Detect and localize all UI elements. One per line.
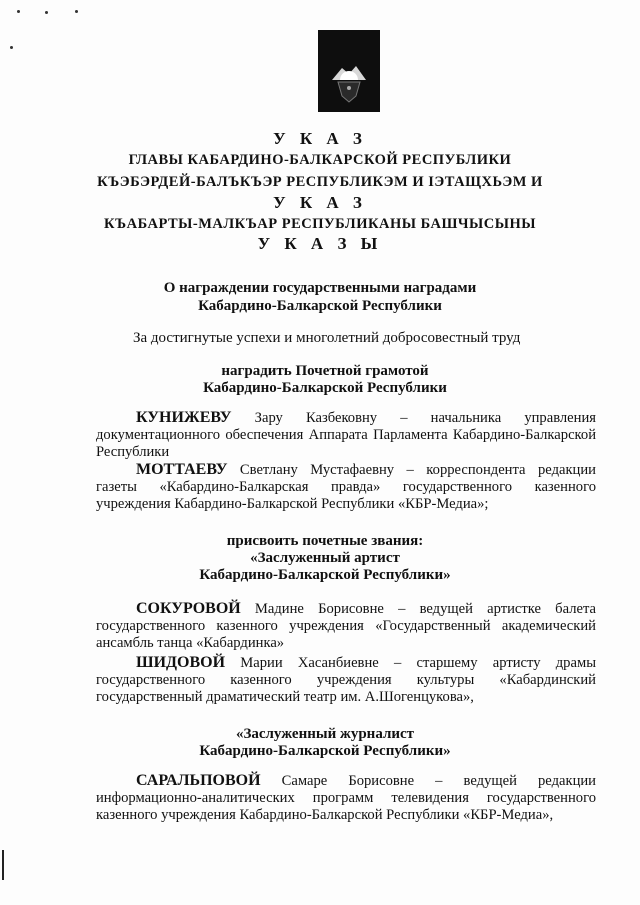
decree-heading: У К А З bbox=[273, 129, 367, 148]
decree-title-line-2: Кабардино-Балкарской Республики bbox=[198, 298, 442, 314]
awardee-text-5: Самаре Борисовне – ведущей редакции информационно-аналитических программ телевидения государственного казенного учреждения Кабардино-Балкарской Республики «КБР-Медиа», bbox=[96, 773, 596, 823]
preamble: За достигнутые успехи и многолетний добросовестный труд bbox=[133, 330, 521, 346]
section-honored-journalist bbox=[150, 726, 500, 760]
awardee-name-5: САРАЛЬПОВОЙ bbox=[136, 772, 261, 789]
decree-title-line-1: О награждении государственными наградами bbox=[163, 280, 477, 296]
section-journalist-line-2: Кабардино-Балкарской Республики» bbox=[199, 743, 451, 759]
awardee-paragraph-3 bbox=[96, 600, 596, 652]
issuer-balkar: КЪАБАРТЫ-МАЛКЪАР РЕСПУБЛИКАНЫ БАШЧЫСЫНЫ bbox=[104, 216, 536, 232]
section-award-line-2: Кабардино-Балкарской Республики bbox=[203, 380, 447, 396]
decree-heading-kabardian: У К А З bbox=[273, 193, 367, 212]
decree-heading-balkar: У К А З Ы bbox=[257, 234, 383, 253]
awardee-paragraph-4 bbox=[96, 654, 596, 706]
section-titles-line-2: «Заслуженный артист bbox=[250, 550, 400, 566]
awardee-text-1: Зару Казбековну – начальника управления документационного обеспечения Аппарата Парламента Кабардино-Балкарской Республики bbox=[96, 410, 596, 460]
awardee-paragraph-1 bbox=[96, 409, 596, 461]
scan-speck bbox=[45, 11, 48, 14]
section-honorary-titles bbox=[150, 533, 500, 584]
awardee-text-3: Мадине Борисовне – ведущей артистке балета государственного казенного учреждения «Государственный академический ансамбль танца «Кабардинка» bbox=[96, 601, 596, 651]
awardee-text-2: Светлану Мустафаевну – корреспондента редакции газеты «Кабардино-Балкарская правда» государственного казенного учреждения Кабардино-Балкарской Республики «КБР-Медиа»; bbox=[96, 462, 596, 512]
awardee-name-2: МОТТАЕВУ bbox=[136, 461, 228, 478]
coat-of-arms-emblem bbox=[318, 30, 380, 112]
awardee-name-1: КУНИЖЕВУ bbox=[136, 409, 232, 426]
scan-speck bbox=[17, 10, 20, 13]
issuer-kabardian: КЪЭБЭРДЕЙ-БАЛЪКЪЭР РЕСПУБЛИКЭМ И ІЭТАЩХЬЭМ И bbox=[97, 174, 543, 190]
awardee-name-4: ШИДОВОЙ bbox=[136, 654, 226, 671]
scan-speck bbox=[10, 46, 13, 49]
awardee-paragraph-5 bbox=[96, 772, 596, 824]
section-award-line-1: наградить Почетной грамотой bbox=[221, 363, 429, 379]
awardee-name-3: СОКУРОВОЙ bbox=[136, 600, 241, 617]
decree-title bbox=[120, 279, 520, 315]
issuer-russian: ГЛАВЫ КАБАРДИНО-БАЛКАРСКОЙ РЕСПУБЛИКИ bbox=[128, 152, 512, 168]
awardee-text-4: Марии Хасанбиевне – старшему артисту драмы государственного казенного учреждения культуры «Кабардинский государственный драматический театр им. А.Шогенцукова», bbox=[96, 655, 596, 705]
section-titles-line-1: присвоить почетные звания: bbox=[226, 533, 424, 549]
section-award-gramota bbox=[150, 363, 500, 397]
scan-edge-mark bbox=[2, 850, 4, 880]
scan-speck bbox=[75, 10, 78, 13]
awardee-paragraph-2 bbox=[96, 461, 596, 513]
section-titles-line-3: Кабардино-Балкарской Республики» bbox=[199, 567, 451, 583]
section-journalist-line-1: «Заслуженный журналист bbox=[235, 726, 415, 742]
